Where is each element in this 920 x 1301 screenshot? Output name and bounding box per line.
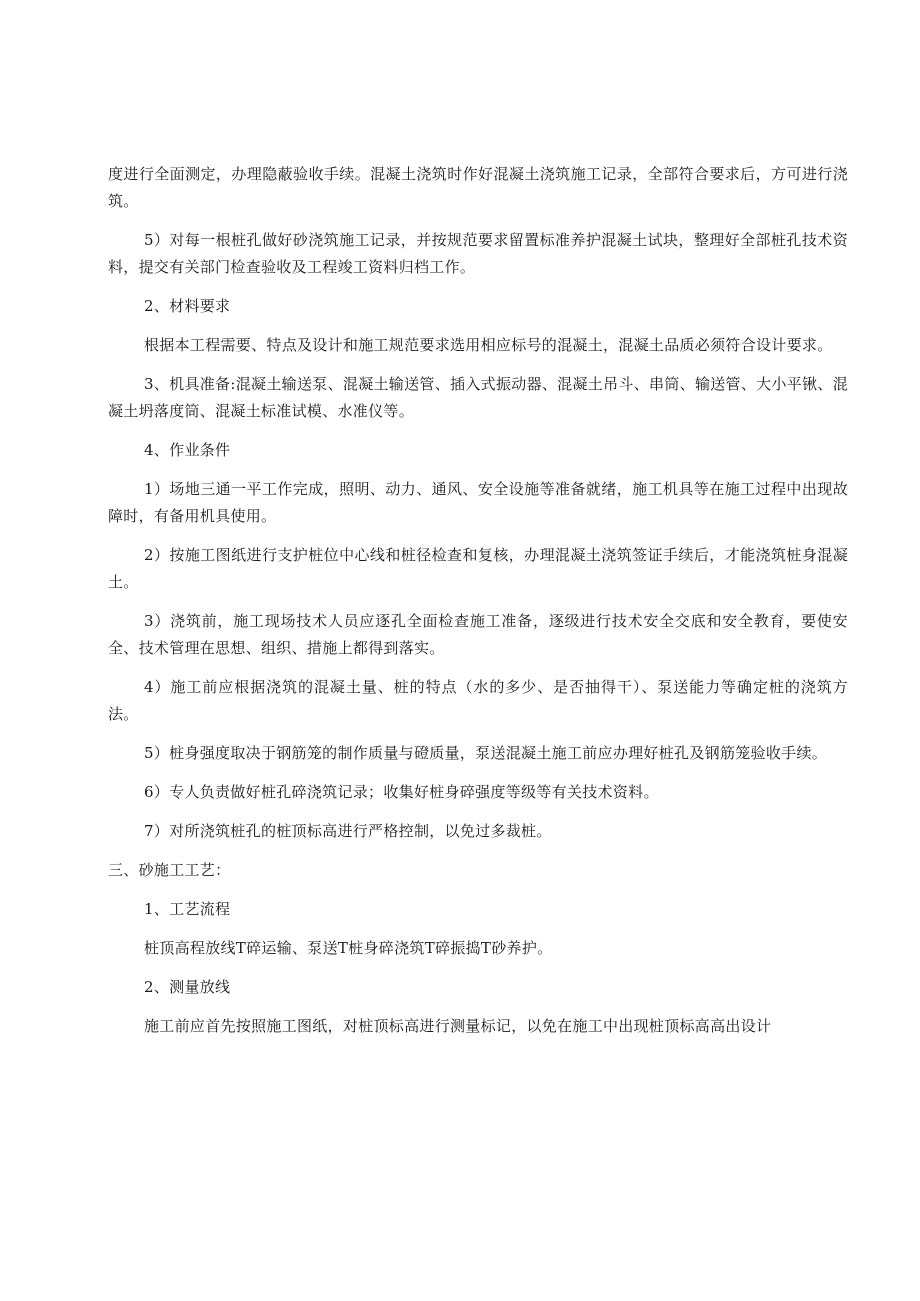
heading-section-3-construction-process: 三、砂施工工艺： <box>108 861 231 879</box>
paragraph-survey-layout: 施工前应首先按照施工图纸，对桩顶标高进行测量标记，以免在施工中出现桩顶标高高出设计 <box>144 1017 772 1035</box>
paragraph-item-5-records: 5）对每一根桩孔做好砂浇筑施工记录，并按规范要求留置标准养护混凝土试块，整理好全部桩孔技术资料，提交有关部门检查验收及工程竣工资料归档工作。 <box>108 231 848 276</box>
heading-material-requirements: 2、材料要求 <box>144 297 231 315</box>
heading-process-flow: 1、工艺流程 <box>144 900 231 918</box>
paragraph-process-flow-steps: 桩顶高程放线T碎运输、泵送T桩身碎浇筑T碎振捣T砂养护。 <box>144 939 553 957</box>
paragraph-condition-1: 1）场地三通一平工作完成，照明、动力、通风、安全设施等准备就绪，施工机具等在施工过程中出现故障时，有备用机具使用。 <box>108 480 848 525</box>
document-body <box>108 161 848 1052</box>
paragraph-condition-7: 7）对所浇筑桩孔的桩顶标高进行严格控制，以免过多裁桩。 <box>144 822 552 840</box>
heading-work-conditions: 4、作业条件 <box>144 441 231 459</box>
paragraph-equipment-preparation: 3、机具准备:混凝土输送泵、混凝土输送管、插入式振动器、混凝土吊斗、串筒、输送管、大小平锹、混凝土坍落度筒、混凝土标准试模、水准仪等。 <box>108 375 848 420</box>
paragraph-condition-5: 5）桩身强度取决于钢筋笼的制作质量与磴质量，泵送混凝土施工前应办理好桩孔及钢筋笼验收手续。 <box>144 744 828 762</box>
paragraph-condition-2: 2）按施工图纸进行支护桩位中心线和桩径检查和复核，办理混凝土浇筑签证手续后，才能浇筑桩身混凝土。 <box>108 546 848 591</box>
paragraph-material-spec: 根据本工程需要、特点及设计和施工规范要求选用相应标号的混凝土，混凝土品质必须符合设计要求。 <box>144 336 833 354</box>
paragraph-condition-6: 6）专人负责做好桩孔碎浇筑记录；收集好桩身碎强度等级等有关技术资料。 <box>144 783 659 801</box>
paragraph-continued-inspection: 度进行全面测定，办理隐蔽验收手续。混凝土浇筑时作好混凝土浇筑施工记录，全部符合要求后，方可进行浇筑。 <box>108 165 848 210</box>
paragraph-condition-3: 3）浇筑前，施工现场技术人员应逐孔全面检查施工准备，逐级进行技术安全交底和安全教育，要使安全、技术管理在思想、组织、措施上都得到落实。 <box>108 612 848 657</box>
heading-survey-layout: 2、测量放线 <box>144 978 231 996</box>
paragraph-condition-4: 4）施工前应根据浇筑的混凝土量、桩的特点（水的多少、是否抽得干）、泵送能力等确定桩的浇筑方法。 <box>108 678 848 723</box>
